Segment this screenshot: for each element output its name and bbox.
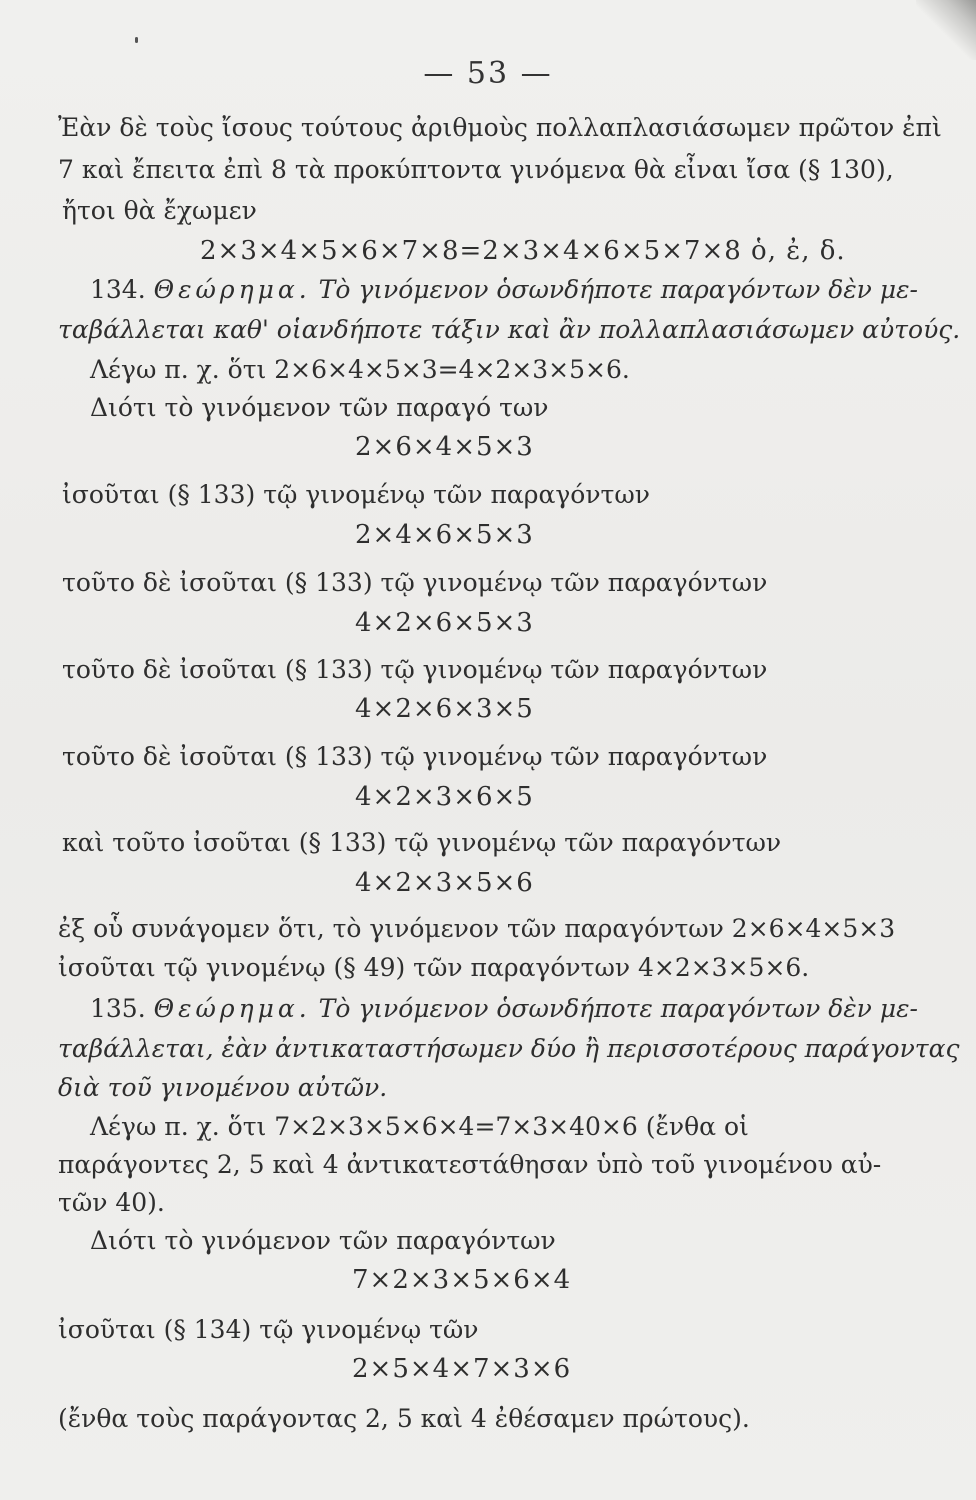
ink-speck — [135, 37, 138, 43]
page-corner-shadow — [916, 0, 976, 60]
equation-line-11: 2×4×6×5×3 — [355, 520, 534, 550]
text-line-1: Ἐὰν δὲ τοὺς ἴσους τούτους ἀριθμοὺς πολλαπλασιάσωμεν πρῶτον ἐπὶ — [58, 113, 942, 142]
theorem-text: Τὸ γινόμενον ὁσωνδήποτε παραγόντων δὲν με- — [318, 275, 918, 304]
text-line-18: καὶ τοῦτο ἰσοῦται (§ 133) τῷ γινομένῳ τῶν παραγόντων — [62, 828, 782, 857]
page-number: — 53 — — [423, 56, 553, 91]
text-line-20: ἐξ οὗ συνάγομεν ὅτι, τὸ γινόμενον τῶν παραγόντων 2×6×4×5×3 — [58, 914, 896, 943]
text-line-30: ἰσοῦται (§ 134) τῷ γινομένῳ τῶν — [58, 1315, 479, 1344]
text-line-7: Λέγω π. χ. ὅτι 2×6×4×5×3=4×2×3×5×6. — [90, 355, 630, 384]
equation-line-29: 7×2×3×5×6×4 — [352, 1265, 572, 1295]
text-line-27: τῶν 40). — [58, 1188, 165, 1217]
theorem-134-heading — [90, 275, 918, 305]
text-line-12: τοῦτο δὲ ἰσοῦται (§ 133) τῷ γινομένῳ τῶν παραγόντων — [62, 568, 768, 597]
equation-line-17: 4×2×3×6×5 — [355, 782, 534, 812]
equation-line-13: 4×2×6×5×3 — [355, 608, 534, 638]
theorem-title: Θεώρημα. — [153, 275, 311, 304]
equation-line-15: 4×2×6×3×5 — [355, 694, 534, 724]
theorem-135-heading — [90, 994, 918, 1024]
text-line-25: Λέγω π. χ. ὅτι 7×2×3×5×6×4=7×3×40×6 (ἔνθα οἱ — [90, 1112, 749, 1141]
theorem-text: Τὸ γινόμενον ὁσωνδήποτε παραγόντων δὲν με- — [318, 994, 918, 1023]
text-line-6: ταβάλλεται καθ' οἱανδήποτε τάξιν καὶ ἂν πολλαπλασιάσωμεν αὐτούς. — [58, 315, 961, 344]
theorem-number: 134. — [90, 275, 146, 304]
text-line-24: διὰ τοῦ γινομένου αὐτῶν. — [58, 1073, 388, 1102]
text-line-10: ἰσοῦται (§ 133) τῷ γινομένῳ τῶν παραγόντων — [62, 480, 650, 509]
theorem-number: 135. — [90, 994, 146, 1023]
text-line-21: ἰσοῦται τῷ γινομένῳ (§ 49) τῶν παραγόντων 4×2×3×5×6. — [58, 953, 810, 982]
theorem-title: Θεώρημα. — [153, 994, 311, 1023]
text-line-28: Διότι τὸ γινόμενον τῶν παραγόντων — [90, 1226, 556, 1255]
equation-line-4: 2×3×4×5×6×7×8=2×3×4×6×5×7×8 ὁ, ἐ, δ. — [200, 236, 846, 266]
text-line-16: τοῦτο δὲ ἰσοῦται (§ 133) τῷ γινομένῳ τῶν παραγόντων — [62, 742, 768, 771]
text-line-14: τοῦτο δὲ ἰσοῦται (§ 133) τῷ γινομένῳ τῶν παραγόντων — [62, 655, 768, 684]
equation-line-9: 2×6×4×5×3 — [355, 432, 534, 462]
equation-line-31: 2×5×4×7×3×6 — [352, 1354, 572, 1384]
text-line-2: 7 καὶ ἔπειτα ἐπὶ 8 τὰ προκύπτοντα γινόμενα θὰ εἶναι ἴσα (§ 130), — [58, 155, 894, 184]
text-line-23: ταβάλλεται, ἐὰν ἀντικαταστήσωμεν δύο ἢ περισσοτέρους παράγοντας — [58, 1034, 960, 1063]
equation-line-19: 4×2×3×5×6 — [355, 868, 534, 898]
text-line-8: Διότι τὸ γινόμενον τῶν παραγό των — [90, 393, 549, 422]
text-line-26: παράγοντες 2, 5 καὶ 4 ἀντικατεστάθησαν ὑπὸ τοῦ γινομένου αὐ- — [58, 1150, 882, 1179]
text-line-32: (ἔνθα τοὺς παράγοντας 2, 5 καὶ 4 ἐθέσαμεν πρώτους). — [58, 1404, 750, 1433]
text-line-3: ἤτοι θὰ ἔχωμεν — [62, 196, 257, 225]
